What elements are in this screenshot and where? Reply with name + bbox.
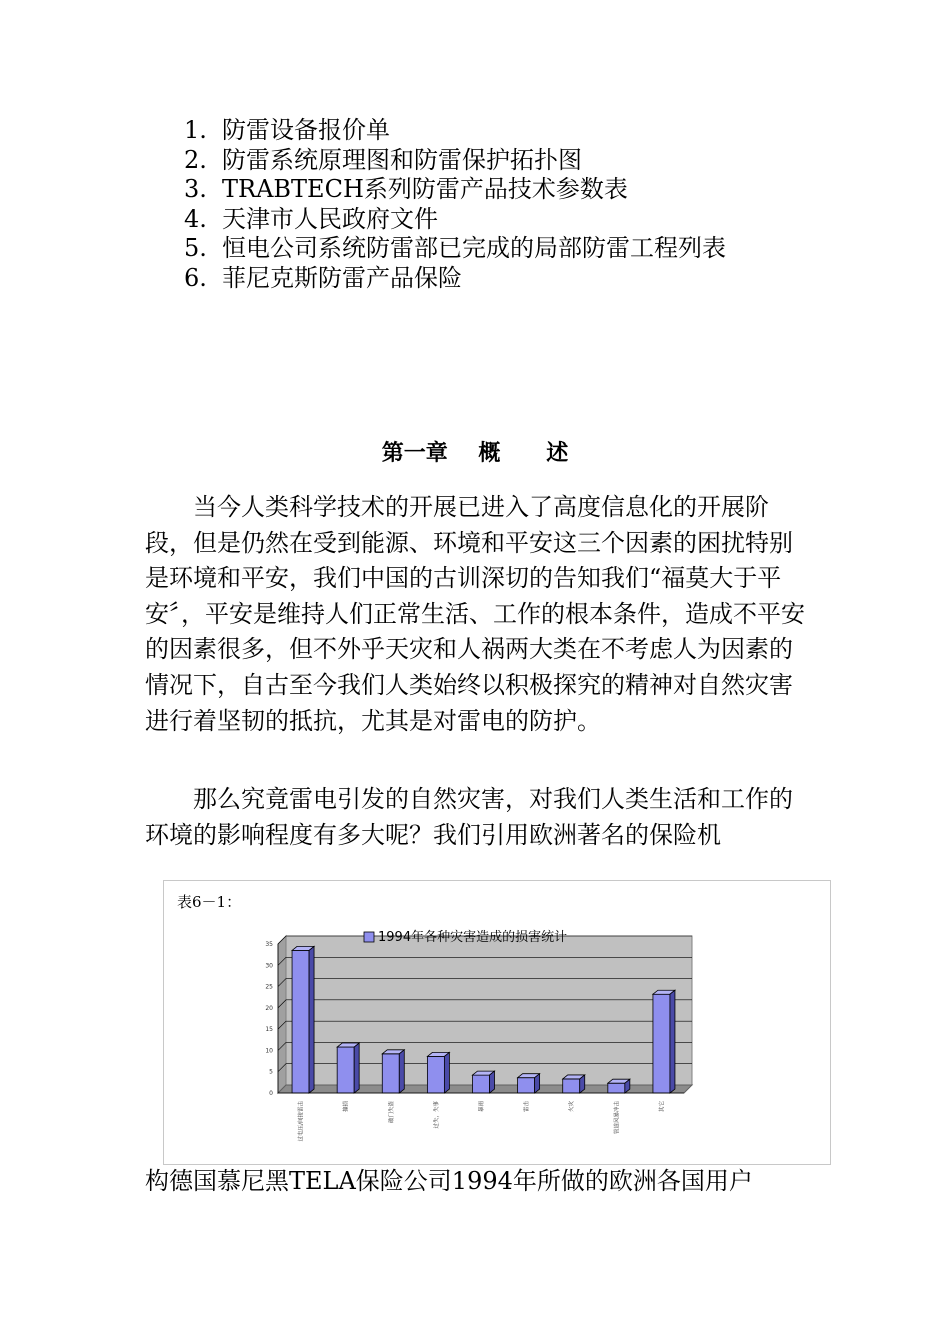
list-text: TRABTECH系列防雷产品技术参数表	[222, 175, 628, 203]
list-item	[184, 234, 726, 264]
bar	[518, 1074, 540, 1093]
legend-swatch	[364, 932, 374, 942]
x-tick-label: 火灾	[569, 1101, 576, 1113]
bar	[382, 1050, 404, 1093]
list-item	[184, 146, 726, 176]
bar	[292, 946, 314, 1093]
list-item	[184, 205, 726, 235]
y-tick-label: 30	[265, 962, 273, 970]
y-tick-label: 20	[265, 1004, 273, 1012]
x-tick-label: 破门失盗	[388, 1101, 395, 1124]
y-tick-label: 35	[265, 941, 273, 948]
list-item	[184, 116, 726, 146]
y-tick-label: 0	[269, 1090, 273, 1097]
bar	[337, 1043, 359, 1093]
chapter-title: 第一章 概 述	[381, 440, 569, 466]
y-tick-label: 15	[265, 1026, 273, 1034]
chart-figure	[163, 880, 831, 1165]
list-item	[184, 264, 726, 294]
list-text: 防雷系统原理图和防雷保护拓扑图	[222, 145, 582, 174]
attachment-list	[184, 116, 726, 293]
y-tick-label: 10	[265, 1047, 273, 1055]
x-tick-label: 雷击	[524, 1101, 531, 1113]
y-tick-label: 25	[265, 983, 273, 991]
list-text: 恒电公司系统防雷部已完成的局部防雷工程列表	[222, 234, 726, 262]
list-number: 1.	[184, 116, 207, 144]
x-tick-label: 其它	[659, 1101, 666, 1113]
list-text: 天津市人民政府文件	[222, 204, 438, 233]
bar	[563, 1075, 585, 1093]
bar	[473, 1071, 495, 1093]
body-paragraph: 当今人类科学技术的开展已进入了高度信息化的开展阶段，但是仍然在受到能源、环境和平安这三个因素的困扰特别是环境和平安，我们中国的古训深切的告知我们“福莫大于平安〞，平安是维持人们正常生活、工作的根本条件，造成不平安的因素很多，但不外乎天灾和人祸两大类在不考虑人为因素的情况下，自古至今我们人类始终以积极探究的精神对自然灾害进行着坚韧的抵抗，尤其是对雷电的防护。	[145, 493, 805, 735]
list-number: 5.	[184, 234, 207, 262]
list-text: 菲尼克斯防雷产品保险	[222, 263, 462, 292]
plot-side-wall	[278, 936, 286, 1093]
bar	[427, 1052, 449, 1093]
list-text: 防雷设备报价单	[222, 116, 390, 144]
bar	[653, 990, 675, 1093]
list-item	[184, 175, 726, 205]
body-paragraph: 那么究竟雷电引发的自然灾害，对我们人类生活和工作的环境的影响程度有多大呢？我们引用欧洲著名的保险机	[145, 785, 793, 849]
bar-chart	[164, 881, 830, 1164]
x-tick-label: 过失，失事	[433, 1101, 440, 1129]
chart-caption: 表6－1：	[177, 893, 242, 911]
y-tick-label: 5	[269, 1068, 273, 1076]
list-number: 6.	[184, 263, 207, 292]
x-tick-label: 过电压/间接雷击	[298, 1101, 305, 1142]
legend-label: 1994年各种灾害造成的损害统计	[378, 930, 568, 945]
list-number: 2.	[184, 145, 207, 174]
list-number: 3.	[184, 175, 207, 203]
bar	[608, 1079, 630, 1093]
x-tick-label: 管道风暴冲击	[614, 1101, 621, 1135]
list-number: 4.	[184, 204, 207, 233]
x-tick-label: 暴雨	[479, 1101, 485, 1113]
body-paragraph: 构德国慕尼黑TELA保险公司1994年所做的欧洲各国用户	[145, 1167, 753, 1195]
x-tick-label: 撞损	[343, 1101, 350, 1113]
